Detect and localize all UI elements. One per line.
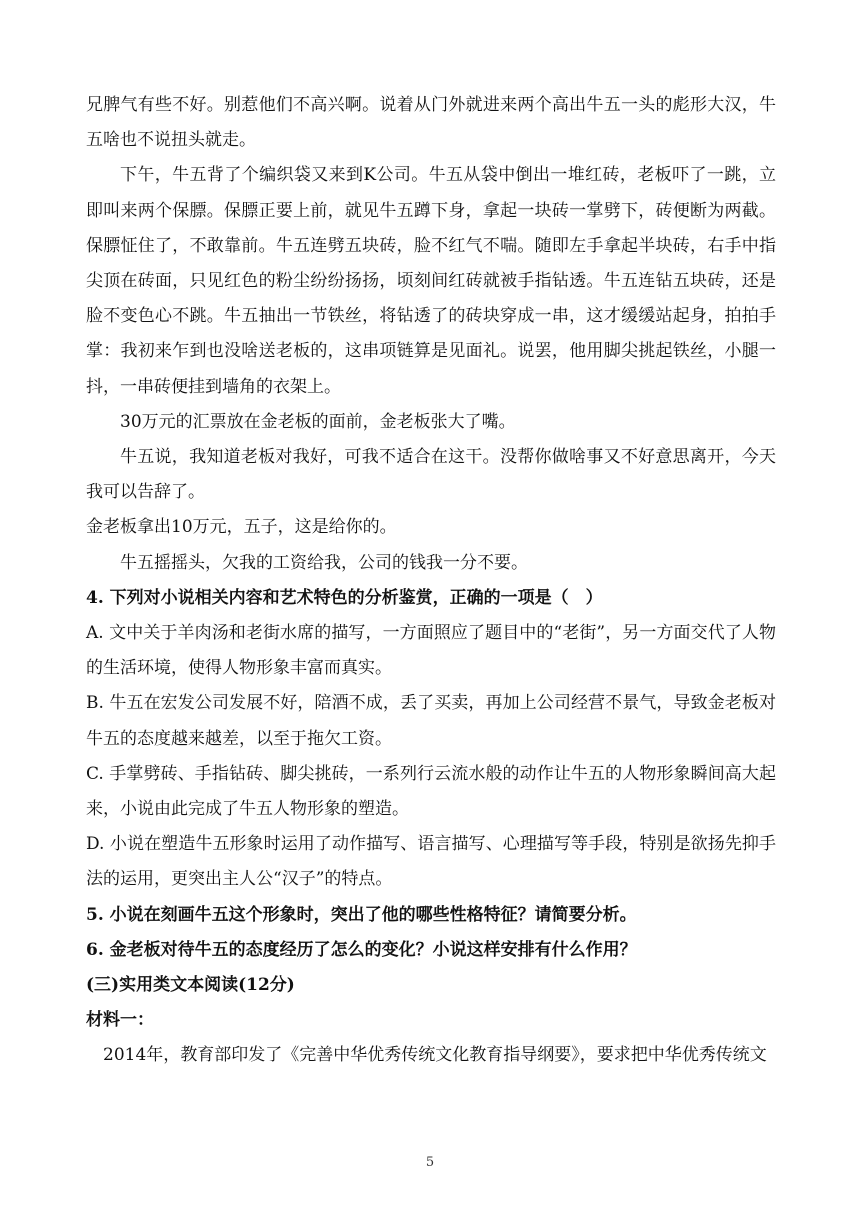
question-4-option-c: C. 手掌劈砖、手指钻砖、脚尖挑砖，一系列行云流水般的动作让牛五的人物形象瞬间高大起来，小说由此完成了牛五人物形象的塑造。 bbox=[86, 763, 776, 820]
story-paragraph-3: 30万元的汇票放在金老板的面前，金老板张大了嘴。 bbox=[120, 411, 516, 432]
section-heading: (三)实用类文本阅读(12分) bbox=[86, 975, 295, 996]
story-paragraph-2: 下午，牛五背了个编织袋又来到K公司。牛五从袋中倒出一堆红砖，老板吓了一跳，立即叫来两个保膘。保膘正要上前，就见牛五蹲下身，拿起一块砖一掌劈下，砖便断为两截。保膘怔住了，不敢靠前。牛五连劈五块砖，脸不红气不喘。随即左手拿起半块砖，右手中指尖顶在砖面，只见红色的粉尘纷纷扬扬，顷刻间红砖就被手指钻透。牛五连钻五块砖，还是脸不变色心不跳。牛五抽出一节铁丝，将钻透了的砖块穿成一串，这才缓缓站起身，拍拍手掌：我初来乍到也没啥送老板的，这串项链算是见面礼。说罢，他用脚尖挑起铁丝，小腿一抖，一串砖便挂到墙角的衣架上。 bbox=[86, 165, 776, 397]
question-6: 6. 金老板对待牛五的态度经历了怎么的变化？小说这样安排有什么作用？ bbox=[86, 939, 637, 960]
question-5: 5. 小说在刻画牛五这个形象时，突出了他的哪些性格特征？请简要分析。 bbox=[86, 904, 637, 925]
story-paragraph-1: 兄脾气有些不好。别惹他们不高兴啊。说着从门外就进来两个高出牛五一头的彪形大汉，牛五啥也不说扭头就走。 bbox=[86, 95, 776, 151]
story-paragraph-5: 金老板拿出10万元，五子，这是给你的。 bbox=[86, 517, 397, 538]
story-paragraph-6: 牛五摇摇头，欠我的工资给我，公司的钱我一分不要。 bbox=[120, 552, 528, 573]
page-number: 5 bbox=[425, 1155, 435, 1170]
question-4-stem: 4. 下列对小说相关内容和艺术特色的分析鉴赏，正确的一项是（ ） bbox=[86, 587, 603, 608]
document-body bbox=[86, 88, 776, 1074]
material-text: 2014年，教育部印发了《完善中华优秀传统文化教育指导纲要》，要求把中华优秀传统文 bbox=[103, 1045, 767, 1066]
question-4-option-a: A. 文中关于羊肉汤和老街水席的描写，一方面照应了题目中的“老街”，另一方面交代了人物的生活环境，使得人物形象丰富而真实。 bbox=[86, 623, 776, 679]
story-paragraph-4: 牛五说，我知道老板对我好，可我不适合在这干。没帮你做啥事又不好意思离开，今天我可以告辞了。 bbox=[86, 447, 776, 503]
question-4-option-d: D. 小说在塑造牛五形象时运用了动作描写、语言描写、心理描写等手段，特别是欲扬先抑手法的运用，更突出主人公“汉子”的特点。 bbox=[86, 834, 776, 890]
material-label: 材料一： bbox=[86, 1010, 154, 1031]
question-4-option-b: B. 牛五在宏发公司发展不好，陪酒不成，丢了买卖，再加上公司经营不景气，导致金老板对牛五的态度越来越差，以至于拖欠工资。 bbox=[86, 693, 776, 749]
